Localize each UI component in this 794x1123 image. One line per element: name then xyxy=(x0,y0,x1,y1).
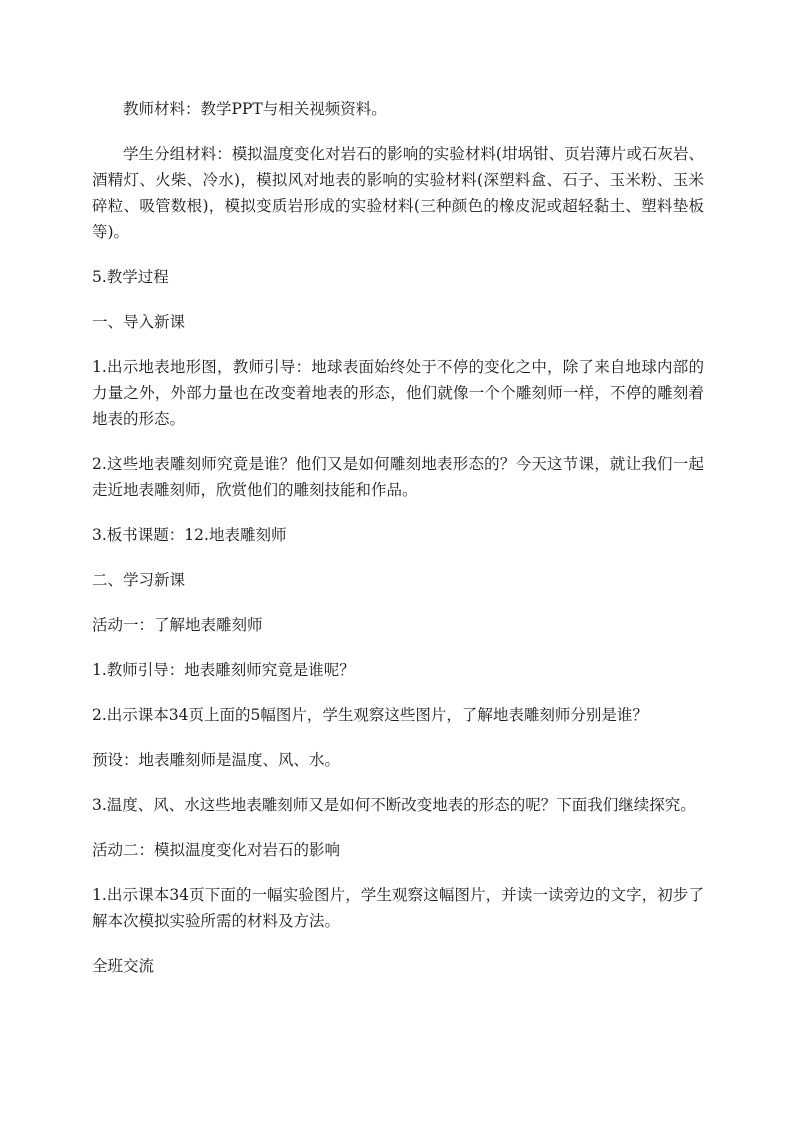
paragraph-class-discussion: 全班交流 xyxy=(92,957,155,975)
paragraph-activity2-step-1: 1.出示课本34页下面的一幅实验图片，学生观察这幅图片，并读一读旁边的文字，初步了解本次模拟实验所需的材料及方法。 xyxy=(92,886,704,930)
paragraph-student-materials: 学生分组材料：模拟温度变化对岩石的影响的实验材料(坩埚钳、页岩薄片或石灰岩、酒精灯、火柴、冷水)，模拟风对地表的影响的实验材料(深塑料盒、石子、玉米粉、玉米碎粒、吸管数根)，模拟变质岩形成的实验材料(三种颜色的橡皮泥或超轻黏土、塑料垫板等)。 xyxy=(92,145,704,241)
paragraph-activity1-step-2: 2.出示课本34页上面的5幅图片，学生观察这些图片，了解地表雕刻师分别是谁？ xyxy=(92,706,648,724)
section-heading-teaching-process: 5.教学过程 xyxy=(92,268,169,286)
activity-heading-2: 活动二：模拟温度变化对岩石的影响 xyxy=(92,841,341,859)
paragraph-activity1-step-3: 3.温度、风、水这些地表雕刻师又是如何不断改变地表的形态的呢？下面我们继续探究。 xyxy=(92,796,696,814)
paragraph-activity1-step-1: 1.教师引导：地表雕刻师究竟是谁呢？ xyxy=(92,661,355,679)
section-heading-new-lesson: 二、学习新课 xyxy=(92,571,186,589)
paragraph-teacher-materials: 教师材料：教学PPT与相关视频资料。 xyxy=(123,100,387,118)
paragraph-intro-step-2: 2.这些地表雕刻师究竟是谁？他们又是如何雕刻地表形态的？今天这节课，就让我们一起走近地表雕刻师，欣赏他们的雕刻技能和作品。 xyxy=(92,455,704,499)
paragraph-intro-step-3: 3.板书课题：12.地表雕刻师 xyxy=(92,526,287,544)
section-heading-introduction: 一、导入新课 xyxy=(92,313,186,331)
document-page xyxy=(92,96,704,998)
paragraph-activity1-preset: 预设：地表雕刻师是温度、风、水。 xyxy=(92,751,341,769)
activity-heading-1: 活动一：了解地表雕刻师 xyxy=(92,616,263,634)
paragraph-intro-step-1: 1.出示地表地形图，教师引导：地球表面始终处于不停的变化之中，除了来自地球内部的力量之外，外部力量也在改变着地表的形态，他们就像一个个雕刻师一样，不停的雕刻着地表的形态。 xyxy=(92,358,704,428)
